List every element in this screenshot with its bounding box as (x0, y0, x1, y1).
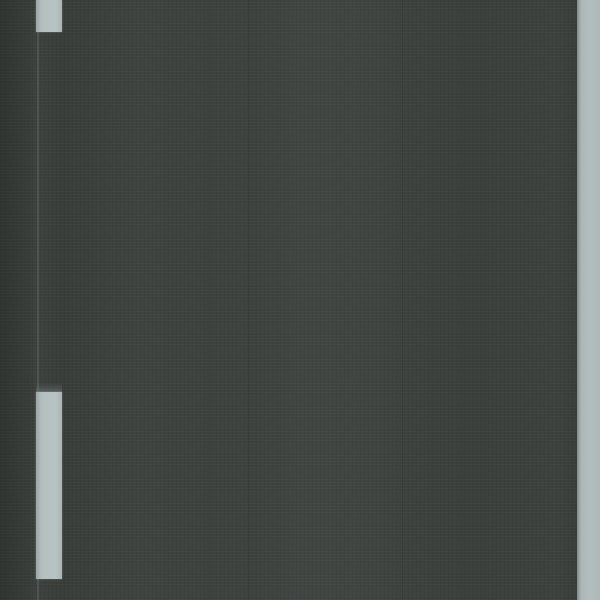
asphalt-seam (248, 0, 249, 600)
center-sheen (200, 0, 420, 600)
asphalt-seam (402, 0, 403, 600)
left-shadow (0, 0, 40, 600)
road-edge-line (577, 0, 600, 600)
lane-dash-bottom (36, 392, 62, 579)
lane-dash-top (36, 0, 62, 32)
